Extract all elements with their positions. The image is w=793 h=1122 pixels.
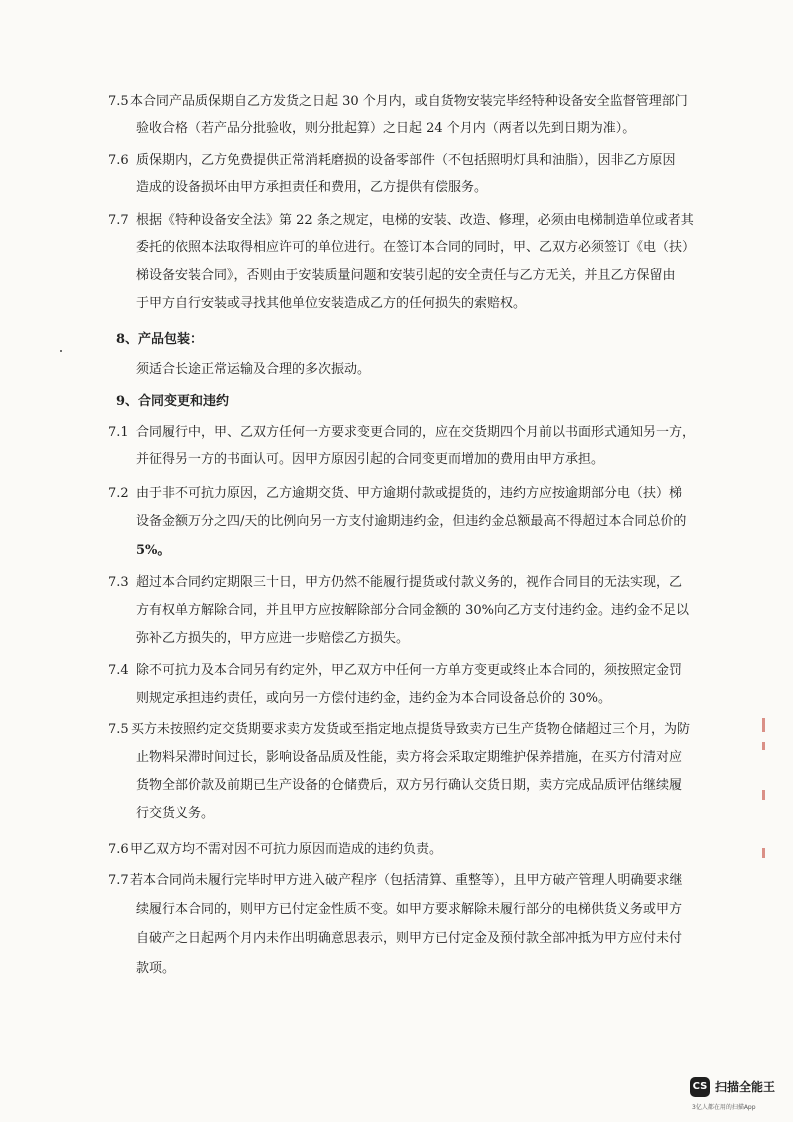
scan-speck — [60, 350, 62, 352]
scan-edge-mark — [762, 790, 765, 800]
camscanner-logo-icon: CS — [690, 1077, 710, 1097]
watermark-name: 扫描全能王 — [715, 1080, 776, 1094]
scan-edge-mark — [762, 742, 765, 750]
watermark-tagline: 3亿人都在用的扫描App — [692, 1104, 756, 1111]
camscanner-watermark — [690, 1075, 786, 1115]
document-page: 7.5 本合同产品质保期自乙方发货之日起 30 个月内，或自货物安装完毕经特种设备安全监督管理部门 验收合格（若产品分批验收，则分批起算）之日起 24 个月内（两者以先到日期为准）。 7.6 质保期内，乙方免费提供正常消耗磨损的设备零部件（不包括照明灯具和油脂），因非乙方原因 造成的设备损坏由甲方承担责任和费用，乙方提供有偿服务。 7.7 根据《特种设备安全法》第 22 条之规定，电梯的安装、改造、修理，必须由电梯制造单位或者其 委托的依照本法取得相应许可的单位进行。在签订本合同的同时，甲、乙双方必须签订《电（扶） 梯设备安装合同》，否则由于安装质量问题和安装引起的安全责任与乙方无关，并且乙方保留由 于甲方自行安装或寻找其他单位安装造成乙方的任何损失的索赔权。 8、产品包装： 须适合长途正常运输及合理的多次振动。 9、合同变更和违约 7.1 合同履行中，甲、乙双方任何一方要求变更合同的，应在交货期四个月前以书面形式通知另一方， 并征得另一方的书面认可。因甲方原因引起的合同变更而增加的费用由甲方承担。 7.2 由于非不可抗力原因，乙方逾期交货、甲方逾期付款或提货的，违约方应按逾期部分电（扶）梯 设备金额万分之四/天的比例向另一方支付逾期违约金，但违约金总额最高不得超过本合同总价的 5%。 7.3 超过本合同约定期限三十日，甲方仍然不能履行提货或付款义务的，视作合同目的无法实现，乙 方有权单方解除合同，并且甲方应按解除部分合同金额的 30%向乙方支付违约金。违约金不足以 弥补乙方损失的，甲方应进一步赔偿乙方损失。 7.4 除不可抗力及本合同另有约定外，甲乙双方中任何一方单方变更或终止本合同的，须按照定金罚 则规定承担违约责任，或向另一方偿付违约金，违约金为本合同设备总价的 30%。 7.5 买方未按照约定交货期要求卖方发货或至指定地点提货导致卖方已生产货物仓储超过三个月，为防 止物料呆滞时间过长，影响设备品质及性能，卖方将会采取定期维护保养措施，在买方付清对应 货物全部价款及前期已生产设备的仓储费后，双方另行确认交货日期，卖方完成品质评估继续履 行交货义务。 7.6 甲乙双方均不需对因不可抗力原因而造成的违约负责。 7.7 若本合同尚未履行完毕时甲方进入破产程序（包括清算、重整等），且甲方破产管理人明确要求继 续履行本合同的，则甲方已付定金性质不变。如甲方要求解除未履行部分的电梯供货义务或甲方 自破产之日起两个月内未作出明确意思表示，则甲方已付定金及预付款全部冲抵为甲方应付未付 款项。 CS 扫描全能王 3亿人都在用的扫描App — [0, 0, 793, 1122]
scan-edge-mark — [762, 718, 765, 732]
scan-edge-mark — [762, 848, 765, 858]
